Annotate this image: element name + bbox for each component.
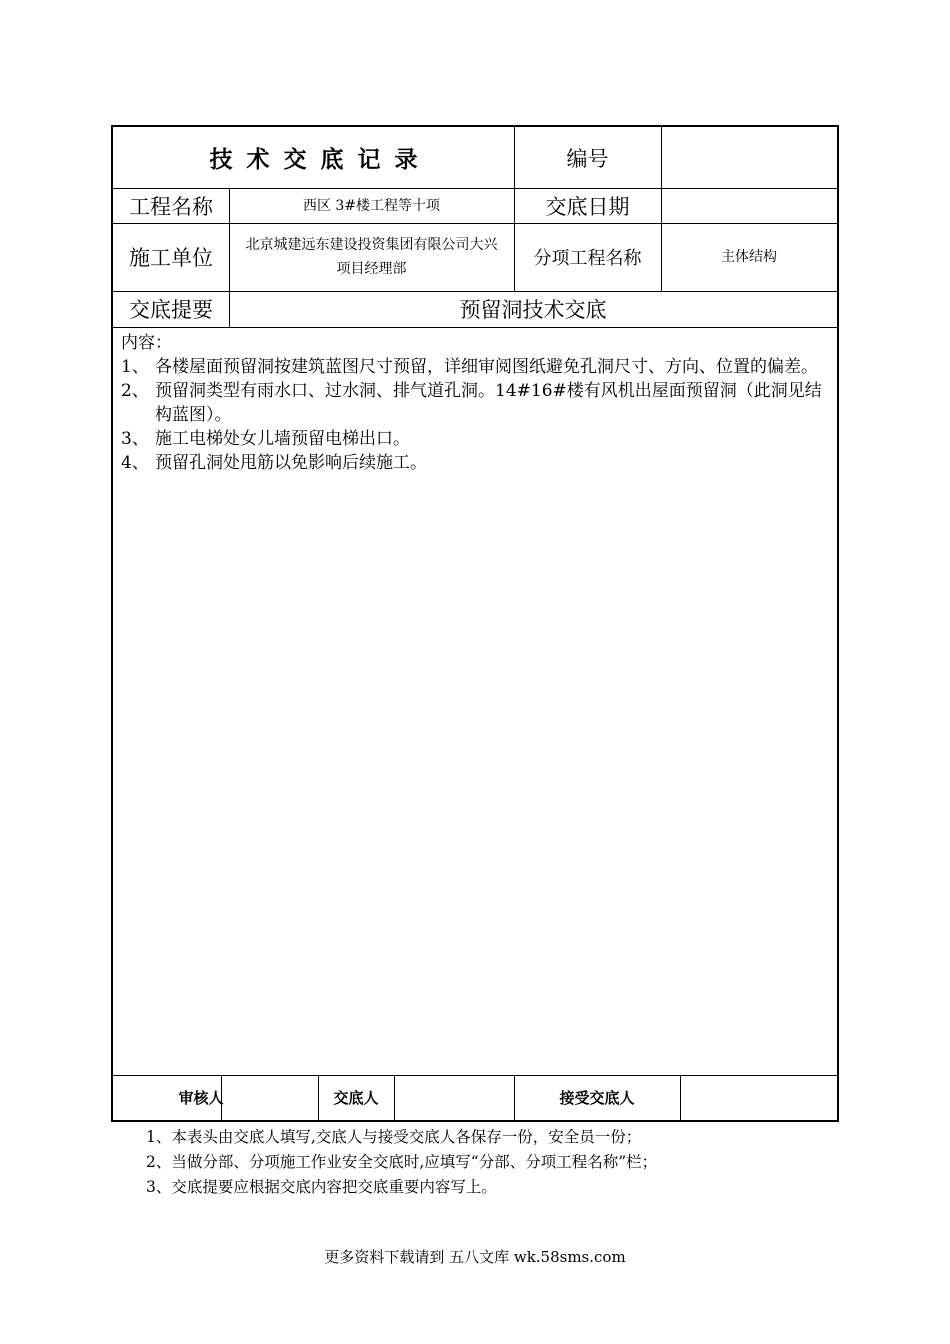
item-number: 3、 (121, 429, 149, 449)
contractor-field[interactable]: 北京城建远东建设投资集团有限公司大兴项目经理部 (245, 237, 498, 277)
discloser-label: 交底人 (333, 1089, 379, 1107)
note-line: 2、当做分部、分项施工作业安全交底时,应填写“分部、分项工程名称”栏； (146, 1153, 658, 1171)
content-heading: 内容： (121, 333, 172, 353)
summary-label: 交底提要 (129, 298, 213, 322)
footer-text: 更多资料下载请到 五八文库 wk.58sms.com (324, 1248, 626, 1266)
disclosure-form (111, 125, 839, 1122)
notes (146, 1125, 657, 1200)
list-item (121, 379, 833, 427)
number-label: 编号 (566, 146, 609, 171)
date-label: 交底日期 (545, 194, 630, 219)
list-item (121, 451, 833, 475)
row-divider (113, 327, 837, 328)
contractor-label: 施工单位 (129, 246, 213, 270)
note-line: 3、交底提要应根据交底内容把交底重要内容写上。 (146, 1178, 497, 1196)
form-title: 技术交底记录 (209, 147, 432, 173)
discloser-field[interactable] (394, 1075, 514, 1120)
reviewer-field[interactable] (221, 1075, 318, 1120)
date-field[interactable] (661, 188, 837, 223)
item-number: 4、 (121, 453, 149, 473)
content-area[interactable] (121, 331, 833, 475)
note-line: 1、本表头由交底人填写,交底人与接受交底人各保存一份，安全员一份； (146, 1128, 642, 1146)
item-text: 各楼屋面预留洞按建筑蓝图尺寸预留，详细审阅图纸避免孔洞尺寸、方向、位置的偏差。 (155, 357, 818, 377)
item-number: 1、 (121, 357, 149, 377)
item-text: 预留洞类型有雨水口、过水洞、排气道孔洞。14#16#楼有风机出屋面预留洞（此洞见结构蓝图）。 (155, 381, 822, 425)
receiver-label: 接受交底人 (559, 1089, 635, 1107)
number-field[interactable] (661, 127, 837, 188)
project-name-label: 工程名称 (129, 194, 213, 219)
reviewer-label: 审核人 (178, 1089, 224, 1107)
item-text: 施工电梯处女儿墙预留电梯出口。 (155, 429, 410, 449)
subproject-field[interactable]: 主体结构 (721, 249, 777, 265)
list-item (121, 355, 833, 379)
summary-field[interactable]: 预留洞技术交底 (459, 298, 607, 322)
list-item (121, 427, 833, 451)
item-text: 预留孔洞处甩筋以免影响后续施工。 (155, 453, 427, 473)
item-number: 2、 (121, 381, 149, 401)
subproject-label: 分项工程名称 (533, 248, 642, 269)
receiver-field[interactable] (680, 1075, 837, 1120)
project-name-field[interactable]: 西区 3#楼工程等十项 (302, 197, 441, 214)
